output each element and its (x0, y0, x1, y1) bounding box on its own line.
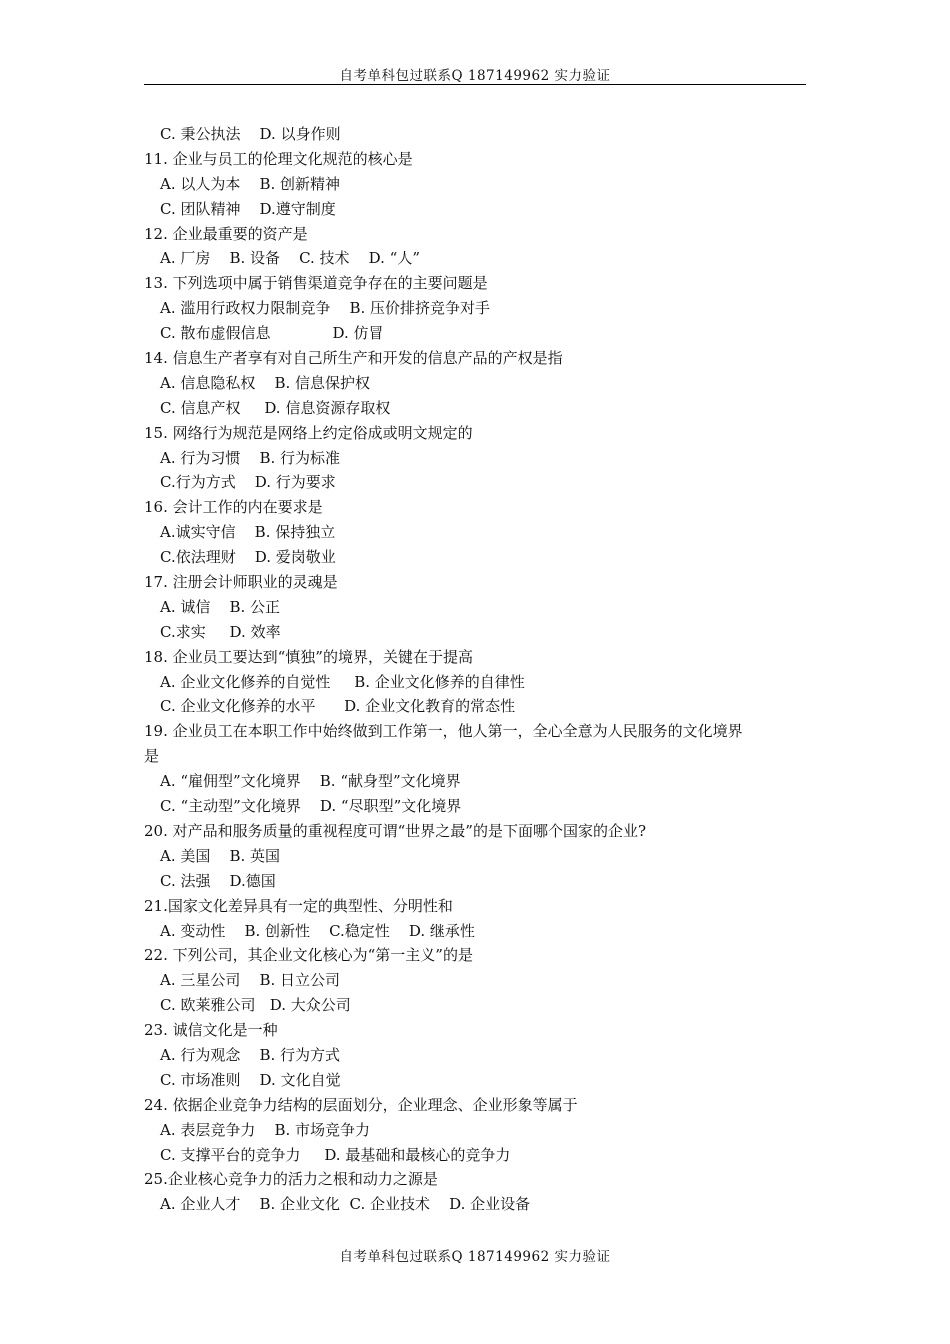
answer-options: A. 行为观念 B. 行为方式 (160, 1045, 341, 1064)
question-list (144, 122, 814, 1217)
answer-options: A. 表层竞争力 B. 市场竞争力 (160, 1120, 371, 1139)
answer-options: A. “雇佣型”文化境界 B. “献身型”文化境界 (160, 772, 461, 791)
answer-options: A. 企业人才 B. 企业文化 C. 企业技术 D. 企业设备 (160, 1195, 531, 1214)
question-text: 19. 企业员工在本职工作中始终做到工作第一，他人第一，全心全意为人民服务的文化境界 (144, 722, 743, 741)
question-text: 12. 企业最重要的资产是 (144, 224, 308, 243)
answer-options: A. 变动性 B. 创新性 C.稳定性 D. 继承性 (160, 921, 475, 940)
page-header: 自考单科包过联系Q 187149962 实力验证 (339, 68, 611, 84)
question-text: 是 (144, 747, 160, 766)
answer-options: C.行为方式 D. 行为要求 (160, 473, 336, 492)
answer-options: A. 信息隐私权 B. 信息保护权 (160, 373, 371, 392)
answer-options: C.依法理财 D. 爱岗敬业 (160, 548, 336, 567)
answer-options: C. 企业文化修养的水平 D. 企业文化教育的常态性 (160, 697, 516, 716)
answer-options: C. 团队精神 D.遵守制度 (160, 199, 336, 218)
answer-options: A. 诚信 B. 公正 (160, 597, 281, 616)
answer-options: C. 秉公执法 D. 以身作则 (160, 125, 341, 143)
answer-options: A. 滥用行政权力限制竞争 B. 压价排挤竞争对手 (160, 299, 491, 318)
question-text: 16. 会计工作的内在要求是 (144, 498, 323, 517)
answer-options: A. 厂房 B. 设备 C. 技术 D. “人” (160, 249, 420, 268)
answer-options: A.诚实守信 B. 保持独立 (160, 523, 336, 542)
answer-options: A. 三星公司 B. 日立公司 (160, 971, 341, 990)
question-text: 20. 对产品和服务质量的重视程度可谓“世界之最”的是下面哪个国家的企业? (144, 821, 647, 840)
answer-options: C. 散布虚假信息 D. 仿冒 (160, 324, 384, 343)
header-divider (144, 84, 806, 85)
page-footer: 自考单科包过联系Q 187149962 实力验证 (339, 1249, 611, 1265)
answer-options: A. 企业文化修养的自觉性 B. 企业文化修养的自律性 (160, 672, 525, 691)
answer-options: A. 美国 B. 英国 (160, 846, 281, 865)
question-text: 14. 信息生产者享有对自己所生产和开发的信息产品的产权是指 (144, 349, 563, 368)
question-text: 13. 下列选项中属于销售渠道竞争存在的主要问题是 (144, 274, 488, 293)
question-text: 11. 企业与员工的伦理文化规范的核心是 (144, 149, 413, 168)
answer-options: C. “主动型”文化境界 D. “尽职型”文化境界 (160, 797, 462, 816)
question-text: 23. 诚信文化是一种 (144, 1021, 278, 1040)
question-text: 24. 依据企业竞争力结构的层面划分，企业理念、企业形象等属于 (144, 1095, 578, 1114)
question-text: 17. 注册会计师职业的灵魂是 (144, 573, 338, 592)
answer-options: C. 市场准则 D. 文化自觉 (160, 1070, 341, 1089)
question-text: 18. 企业员工要达到“慎独”的境界，关键在于提高 (144, 647, 473, 666)
answer-options: C.求实 D. 效率 (160, 622, 281, 641)
answer-options: A. 以人为本 B. 创新精神 (160, 174, 341, 193)
answer-options: C. 支撑平台的竞争力 D. 最基础和最核心的竞争力 (160, 1145, 511, 1164)
answer-options: A. 行为习惯 B. 行为标准 (160, 448, 341, 467)
answer-options: C. 信息产权 D. 信息资源存取权 (160, 398, 391, 417)
answer-options: C. 欧莱雅公司 D. 大众公司 (160, 996, 351, 1015)
question-text: 21.国家文化差异具有一定的典型性、分明性和 (144, 896, 453, 915)
question-text: 22. 下列公司，其企业文化核心为“第一主义”的是 (144, 946, 473, 965)
question-text: 15. 网络行为规范是网络上约定俗成或明文规定的 (144, 423, 473, 442)
question-text: 25.企业核心竞争力的活力之根和动力之源是 (144, 1170, 438, 1189)
answer-options: C. 法强 D.德国 (160, 871, 276, 890)
